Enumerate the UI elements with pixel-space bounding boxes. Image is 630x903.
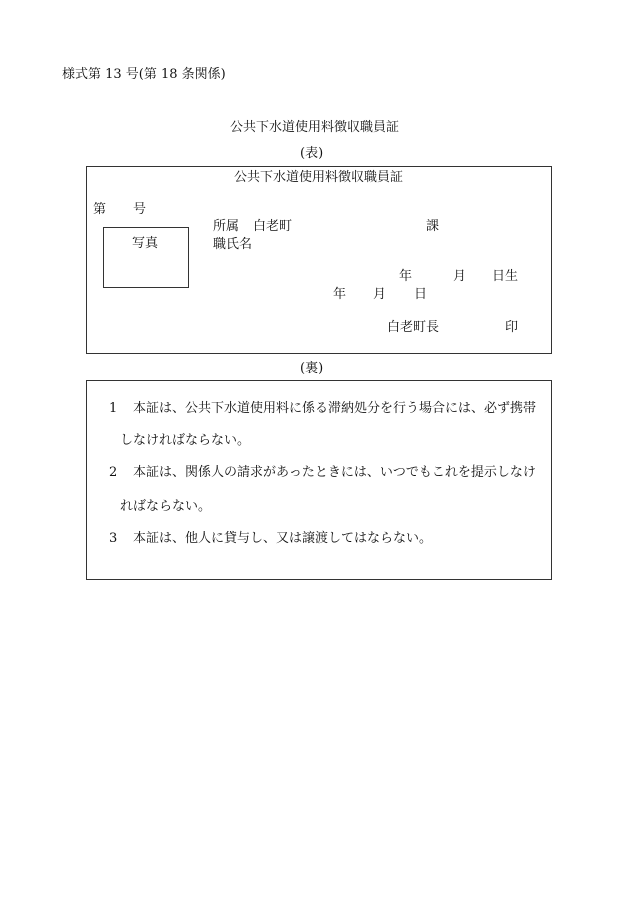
card-number-suffix: 号 (133, 202, 147, 217)
photo-label: 写真 (132, 236, 159, 251)
back-item-3-number: 3 (109, 531, 118, 546)
affiliation-town: 白老町 (253, 219, 293, 234)
back-item-1-line1: 本証は、公共下水道使用料に係る滞納処分を行う場合には、必ず携帯 (133, 401, 537, 416)
back-item-1-number: 1 (109, 401, 118, 416)
issuer-name: 白老町長 (387, 320, 440, 335)
issue-month-label: 月 (373, 287, 387, 302)
card-number-label: 第 (93, 202, 107, 217)
back-item-1-line2: しなければならない。 (120, 433, 251, 448)
back-item-2-line2: ればならない。 (120, 499, 212, 514)
issue-day-label: 日 (414, 287, 428, 302)
document-title: 公共下水道使用料徴収職員証 (230, 120, 400, 135)
issue-year-label: 年 (333, 287, 347, 302)
form-number: 様式第 13 号(第 18 条関係) (62, 67, 226, 82)
back-item-2-number: 2 (109, 465, 118, 480)
affiliation-label: 所属 (213, 219, 240, 234)
birth-day-label: 日生 (492, 269, 519, 284)
id-card-back (86, 380, 552, 580)
seal-mark: 印 (505, 320, 519, 335)
card-title: 公共下水道使用料徴収職員証 (234, 170, 404, 185)
front-side-label: (表) (300, 146, 324, 161)
birth-month-label: 月 (453, 269, 467, 284)
back-item-3-line1: 本証は、他人に貸与し、又は譲渡してはならない。 (133, 531, 433, 546)
job-name-label: 職氏名 (213, 237, 253, 252)
back-side-label: (裏) (300, 361, 324, 376)
section-suffix: 課 (426, 219, 440, 234)
id-card-front (86, 166, 552, 354)
back-item-2-line1: 本証は、関係人の請求があったときには、いつでもこれを提示しなけ (133, 465, 536, 480)
birth-year-label: 年 (399, 269, 413, 284)
photo-placeholder (103, 227, 189, 288)
